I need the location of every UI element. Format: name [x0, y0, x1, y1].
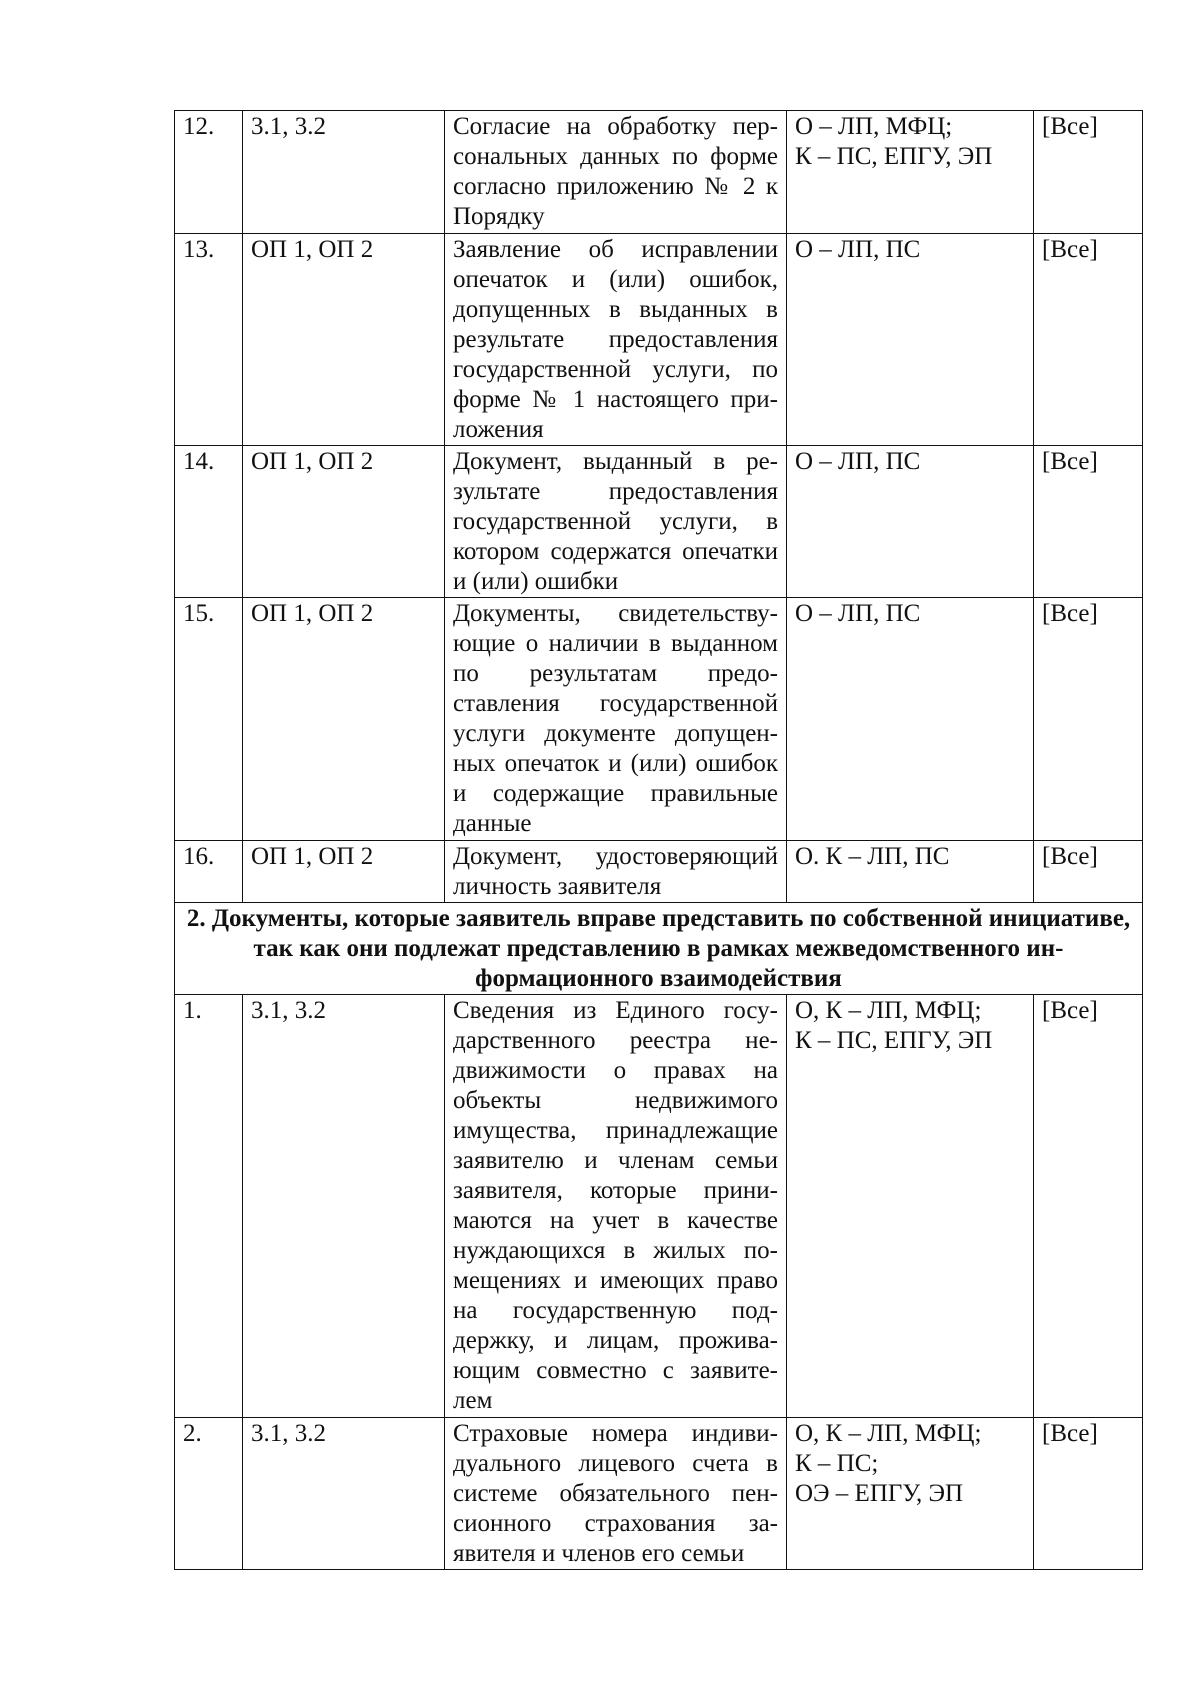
row-description: Согласие на обработку персональных данных по форме согласно приложению № 2 к Порядку: [445, 111, 787, 234]
row-number: 12.: [175, 111, 243, 234]
row-description: Документы, свидетельствующие о наличии в выданном по результатам предоставления государственной услуги документе допущенных опечаток и (или) ошибок и содержащие правильные данные: [445, 598, 787, 841]
row-description: Сведения из Единого государственного реестра недвижимости о правах на объекты недвижимого имущества, принадлежащие заявителю и членам семьи заявителя, которые принимаются на учет в качестве нуждающихся в жилых помещениях и имеющих право на государственную поддержку, и лицам, проживающим совместно с заявителем: [445, 995, 787, 1418]
row-code: 3.1, 3.2: [243, 995, 445, 1418]
row-applicant: [Все]: [1034, 234, 1143, 446]
table-row: [175, 446, 1143, 598]
row-form: [787, 598, 1034, 841]
row-form: [787, 234, 1034, 446]
row-number: 2.: [175, 1418, 243, 1570]
table-body: [175, 111, 1143, 1570]
table-row: [175, 995, 1143, 1418]
row-form: [787, 111, 1034, 234]
row-applicant: [Все]: [1034, 111, 1143, 234]
row-form-line: О – ЛП, ПС: [795, 600, 921, 627]
row-applicant: [Все]: [1034, 995, 1143, 1418]
row-number: 15.: [175, 598, 243, 841]
row-code: ОП 1, ОП 2: [243, 446, 445, 598]
row-applicant: [Все]: [1034, 1418, 1143, 1570]
row-code: 3.1, 3.2: [243, 111, 445, 234]
row-description: Заявление об исправлении опечаток и (или) ошибок, допущенных в выданных в результате предоставления государственной услуги, по форме № 1 настоящего приложения: [445, 234, 787, 446]
row-code: ОП 1, ОП 2: [243, 234, 445, 446]
row-applicant: [Все]: [1034, 841, 1143, 903]
row-form-line: ОЭ – ЕПГУ, ЭП: [795, 1480, 964, 1507]
row-form-line: О – ЛП, ПС: [795, 236, 921, 263]
row-code: ОП 1, ОП 2: [243, 841, 445, 903]
row-description: Страховые номера индивидуального лицевого счета в системе обязательного пенсионного страхования заявителя и членов его семьи: [445, 1418, 787, 1570]
row-form-line: О, К – ЛП, МФЦ;: [795, 1420, 982, 1447]
row-number: 16.: [175, 841, 243, 903]
row-number: 1.: [175, 995, 243, 1418]
section-heading-row: [175, 903, 1143, 995]
row-form-line: О. К – ЛП, ПС: [795, 843, 950, 870]
section-heading: 2. Документы, которые заявитель вправе представить по собственной инициативе, так как они подлежат представлению в рамках межведомственного информационного взаимодействия: [175, 903, 1143, 995]
row-form-line: К – ПС;: [795, 1450, 879, 1477]
row-form: [787, 1418, 1034, 1570]
row-form: [787, 995, 1034, 1418]
row-description: Документ, удостоверяющий личность заявителя: [445, 841, 787, 903]
row-applicant: [Все]: [1034, 598, 1143, 841]
row-number: 14.: [175, 446, 243, 598]
row-form-line: О – ЛП, ПС: [795, 448, 921, 475]
row-form: [787, 841, 1034, 903]
row-form-line: О – ЛП, МФЦ;: [795, 113, 953, 140]
documents-table: [174, 110, 1143, 1570]
table-row: [175, 111, 1143, 234]
table-row: [175, 1418, 1143, 1570]
row-applicant: [Все]: [1034, 446, 1143, 598]
row-form-line: К – ПС, ЕПГУ, ЭП: [795, 1027, 993, 1054]
row-form-line: К – ПС, ЕПГУ, ЭП: [795, 143, 993, 170]
row-code: ОП 1, ОП 2: [243, 598, 445, 841]
row-description: Документ, выданный в результате предоставления государственной услуги, в котором содержатся опечатки и (или) ошибки: [445, 446, 787, 598]
table-row: [175, 841, 1143, 903]
row-form-line: О, К – ЛП, МФЦ;: [795, 997, 982, 1024]
row-code: 3.1, 3.2: [243, 1418, 445, 1570]
row-number: 13.: [175, 234, 243, 446]
table-row: [175, 234, 1143, 446]
table-row: [175, 598, 1143, 841]
row-form: [787, 446, 1034, 598]
